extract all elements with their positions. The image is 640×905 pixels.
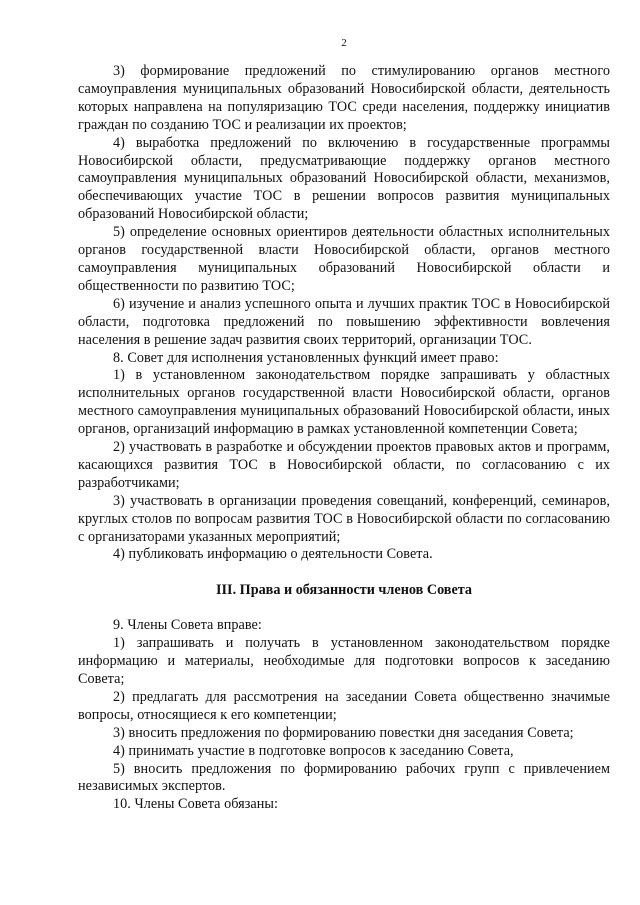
- rights-item-1-request-information: 1) в установленном законодательством порядке запрашивать у областных исполнительных органов государственной власти Новосибирской области, органов местного самоуправления муниципальных образований Новосибирской области, иных органов, организаций информацию в рамках установленной компетенции Совета;: [78, 367, 610, 438]
- member-rights-item-1: 1) запрашивать и получать в установленном законодательством порядке информацию и материалы, необходимые для подготовки вопросов к заседанию Совета;: [78, 635, 610, 687]
- body-text-top: [78, 63, 610, 564]
- rights-item-3-event-organization: 3) участвовать в организации проведения совещаний, конференций, семинаров, круглых столов по вопросам развития ТОС в Новосибирской области по согласованию с организаторами указанных мероприятий;: [78, 492, 610, 545]
- clause-9-member-rights: 9. Члены Совета вправе:: [113, 617, 262, 634]
- rights-item-2-drafting-participation: 2) участвовать в разработке и обсуждении проектов правовых актов и программ, касающихся развития ТОС в Новосибирской области, по согласованию с их разработчиками;: [78, 439, 610, 491]
- list-item-6-best-practices: 6) изучение и анализ успешного опыта и лучших практик ТОС в Новосибирской области, подготовка предложений по повышению эффективности вовлечения населения в решение задач развития своих территорий, организации ТОС.: [78, 295, 610, 348]
- page-number: 2: [341, 37, 347, 49]
- section-title: III. Права и обязанности членов Совета: [216, 582, 472, 599]
- body-text-bottom: [78, 617, 610, 814]
- document-page: [78, 36, 610, 814]
- member-rights-item-3: 3) вносить предложения по формированию повестки дня заседания Совета;: [113, 724, 574, 741]
- list-item-3-proposals-stimulation: 3) формирование предложений по стимулированию органов местного самоуправления муниципальных образований Новосибирской области, деятельность которых направлена на популяризацию ТОС среди населения, поддержку инициатив граждан по созданию ТОС и реализации их проектов;: [78, 63, 610, 133]
- clause-10-member-duties: 10. Члены Совета обязаны:: [113, 796, 278, 813]
- member-rights-item-2: 2) предлагать для рассмотрения на заседании Совета общественно значимые вопросы, относящиеся к его компетенции;: [78, 688, 610, 723]
- clause-8-council-rights: 8. Совет для исполнения установленных функций имеет право:: [113, 349, 499, 366]
- rights-item-4-publish-information: 4) публиковать информацию о деятельности Совета.: [113, 546, 433, 563]
- member-rights-item-5: 5) вносить предложения по формированию рабочих групп с привлечением независимых экспертов.: [78, 760, 610, 795]
- list-item-4-state-programs: 4) выработка предложений по включению в государственные программы Новосибирской области, предусматривающие поддержку органов местного самоуправления муниципальных образований Новосибирской области, механизмов, обеспечивающих участие ТОС в решении вопросов развития муниципальных образований Новосибирской области;: [78, 134, 610, 223]
- member-rights-item-4: 4) принимать участие в подготовке вопросов к заседанию Совета,: [113, 742, 514, 759]
- list-item-5-guidelines: 5) определение основных ориентиров деятельности областных исполнительных органов государственной власти Новосибирской области, органов местного самоуправления муниципальных образований Новосибирской области и общественности по развитию ТОС;: [78, 224, 610, 294]
